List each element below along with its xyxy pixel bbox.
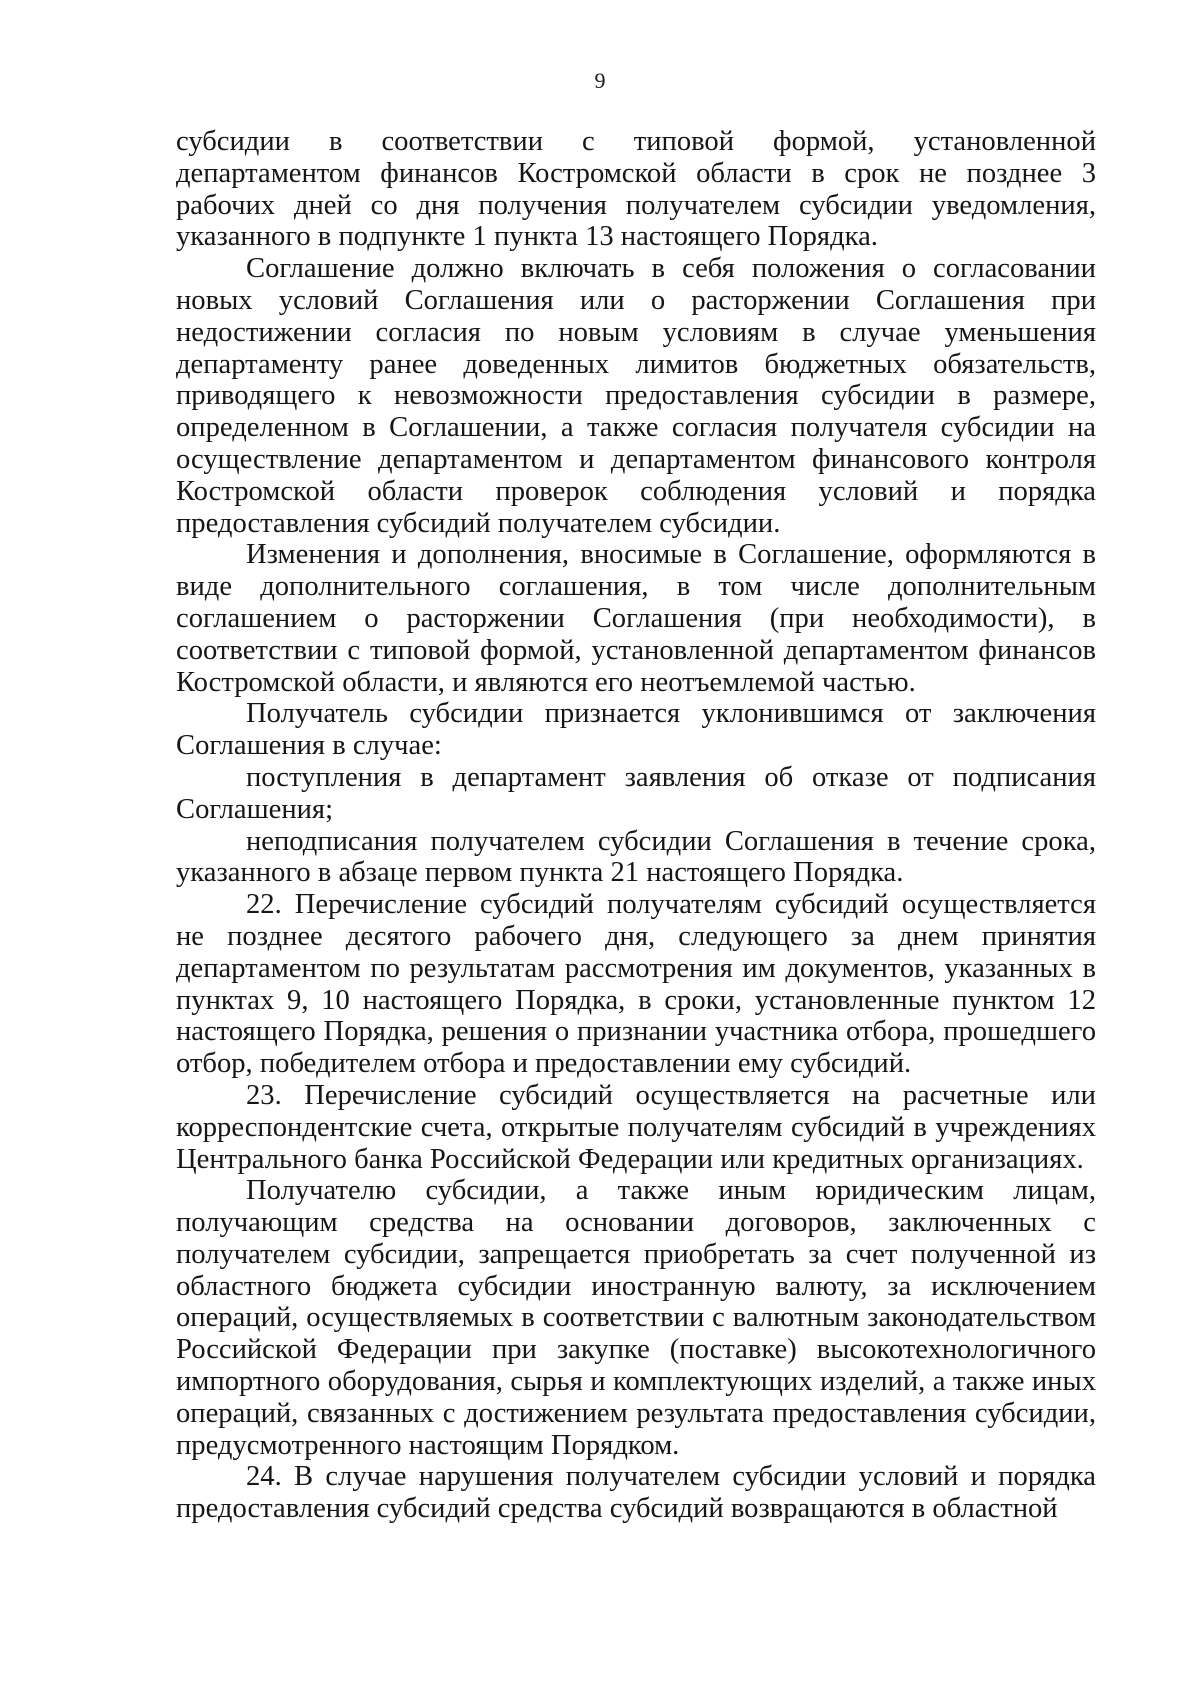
paragraph-amendments: Изменения и дополнения, вносимые в Соглашение, оформляются в виде дополнительного соглашения, в том числе дополнительным соглашением о расторжении Соглашения (при необходимости), в соответствии с типовой формой, установленной департаментом финансов Костромской области, и являются его неотъемлемой частью.: [176, 539, 1096, 698]
paragraph-item-23-accounts: 23. Перечисление субсидий осуществляется на расчетные или корреспондентские счета, открытые получателям субсидий в учреждениях Центрального банка Российской Федерации или кредитных организациях.: [176, 1079, 1096, 1175]
paragraph-agreement-provisions: Соглашение должно включать в себя положения о согласовании новых условий Соглашения или о расторжении Соглашения при недостижении согласия по новым условиям в случае уменьшения департаменту ранее доведенных лимитов бюджетных обязательств, приводящего к невозможности предоставления субсидии в размере, определенном в Соглашении, а также согласия получателя субсидии на осуществление департаментом и департаментом финансового контроля Костромской области проверок соблюдения условий и порядка предоставления субсидий получателем субсидии.: [176, 253, 1096, 539]
paragraph-non-signing: неподписания получателем субсидии Соглашения в течение срока, указанного в абзаце первом пункта 21 настоящего Порядка.: [176, 825, 1096, 889]
paragraph-foreign-currency-ban: Получателю субсидии, а также иным юридическим лицам, получающим средства на основании договоров, заключенных с получателем субсидии, запрещается приобретать за счет полученной из областного бюджета субсидии иностранную валюту, за исключением операций, осуществляемых в соответствии с валютным законодательством Российской Федерации при закупке (поставке) высокотехнологичного импортного оборудования, сырья и комплектующих изделий, а также иных операций, связанных с достижением результата предоставления субсидии, предусмотренного настоящим Порядком.: [176, 1175, 1096, 1461]
paragraph-evasion-condition: Получатель субсидии признается уклонившимся от заключения Соглашения в случае:: [176, 698, 1096, 762]
paragraph-subsidy-agreement-form: субсидии в соответствии с типовой формой, установленной департаментом финансов Костромской области в срок не позднее 3 рабочих дней со дня получения получателем субсидии уведомления, указанного в подпункте 1 пункта 13 настоящего Порядка.: [176, 126, 1096, 253]
document-body: [176, 126, 1096, 1525]
page-number: 9: [594, 68, 606, 93]
paragraph-refusal-application: поступления в департамент заявления об отказе от подписания Соглашения;: [176, 761, 1096, 825]
paragraph-item-24-violation: 24. В случае нарушения получателем субсидии условий и порядка предоставления субсидий средства субсидий возвращаются в областной: [176, 1461, 1096, 1525]
paragraph-item-22-transfer: 22. Перечисление субсидий получателям субсидий осуществляется не позднее десятого рабочего дня, следующего за днем принятия департаментом по результатам рассмотрения им документов, указанных в пунктах 9, 10 настоящего Порядка, в сроки, установленные пунктом 12 настоящего Порядка, решения о признании участника отбора, прошедшего отбор, победителем отбора и предоставлении ему субсидий.: [176, 889, 1096, 1080]
